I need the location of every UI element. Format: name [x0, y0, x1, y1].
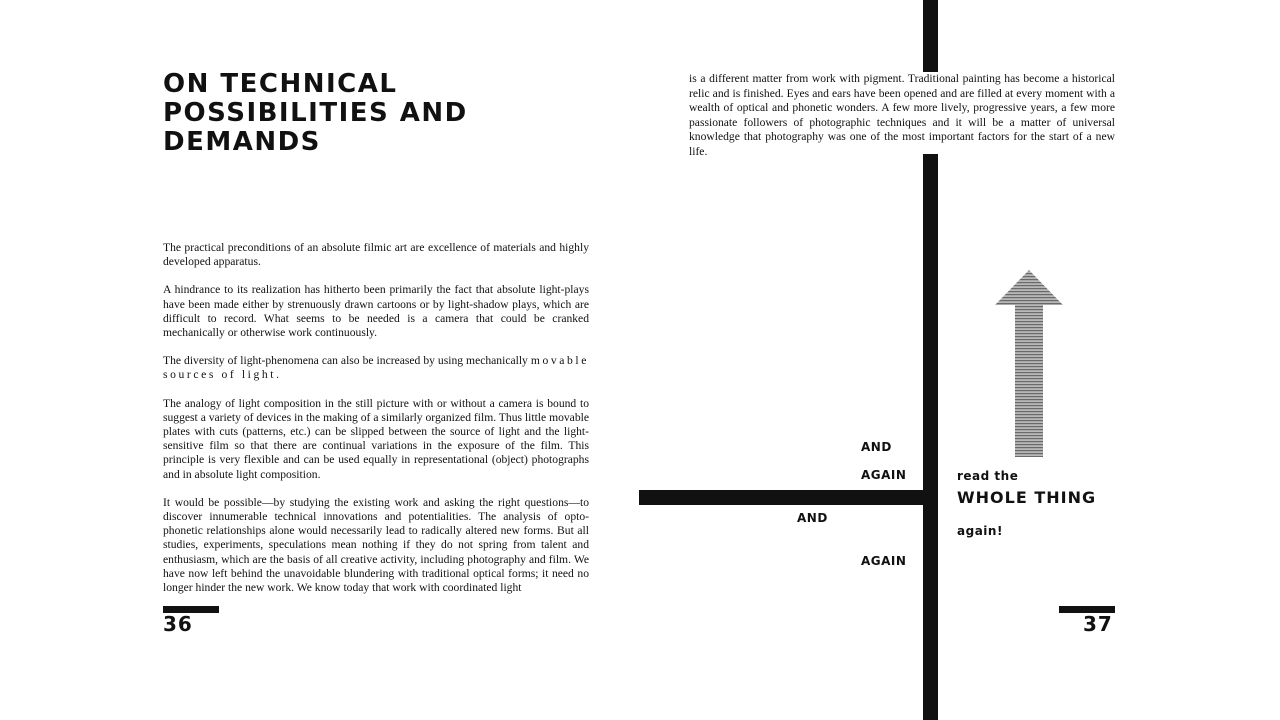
horizontal-bar	[639, 490, 938, 505]
word-and-2: AND	[797, 511, 828, 525]
word-again-1: AGAIN	[861, 468, 907, 482]
left-page-body	[163, 241, 589, 609]
word-read-the: read the	[957, 469, 1019, 483]
up-arrow-icon	[995, 270, 1063, 457]
paragraph-analogy: The analogy of light composition in the still picture with or without a camera is bound to suggest a variety of devices in the making of a similarly organized film. Thus little movable plates with cuts (patterns, etc.) can be slipped between the source of light and the light-sensitive film so that there are continual variations in the exposure of the film. This principle is very flexible and can be used equally in representational (object) photographs and in absolute light composition.	[163, 396, 589, 481]
paragraph-hindrance: A hindrance to its realization has hitherto been primarily the fact that absolute light-plays have been made either by strenuously drawn cartoons or by light-shadow plays, which are difficult to record. What seems to be needed is a camera that could be cranked mechanically or otherwise work continuously.	[163, 283, 589, 340]
chapter-title	[163, 70, 583, 157]
title-line-2: POSSIBILITIES AND	[163, 98, 468, 128]
paragraph-continuation: is a different matter from work with pigment. Traditional painting has become a historical relic and is finished. Eyes and ears have been opened and are filled at every moment with a wealth of optical and phonetic wonders. A few more lively, progressive years, a few more passionate followers of photographic techniques and it will be a matter of universal knowledge that photography was one of the most important factors for the start of a new life.	[689, 72, 1115, 158]
paragraph-preconditions: The practical preconditions of an absolute filmic art are excellence of materials and highly developed apparatus.	[163, 241, 589, 269]
word-whole-thing: WHOLE THING	[957, 488, 1097, 507]
word-and-1: AND	[861, 440, 892, 454]
right-page-number: 37	[1083, 612, 1113, 636]
word-again-2: AGAIN	[861, 554, 907, 568]
left-page-number: 36	[163, 612, 193, 636]
diversity-text: The diversity of light-phenomena can also be increased by using mechanically	[163, 354, 528, 368]
title-line-3: DEMANDS	[163, 127, 321, 157]
diversity-emphasis: movable sources of light.	[163, 354, 589, 382]
vertical-bar	[923, 154, 938, 720]
vertical-bar-top	[923, 0, 938, 72]
paragraph-diversity	[163, 354, 589, 382]
paragraph-possible: It would be possible—by studying the existing work and asking the right questions—to discover innumerable technical innovations and potentialities. The analysis of opto-phonetic relationships alone would necessarily lead to radically altered new forms. But all studies, experiments, speculations mean nothing if they do not spring from talent and enthusiasm, which are the basis of all creative activity, including photography and film. We have now left behind the unavoidable blundering with traditional optical forms; it need no longer hinder the new work. We know today that work with coordinated light	[163, 495, 589, 595]
title-line-1: ON TECHNICAL	[163, 69, 398, 99]
word-again-exclaim: again!	[957, 524, 1003, 538]
right-page-body	[689, 72, 1115, 160]
